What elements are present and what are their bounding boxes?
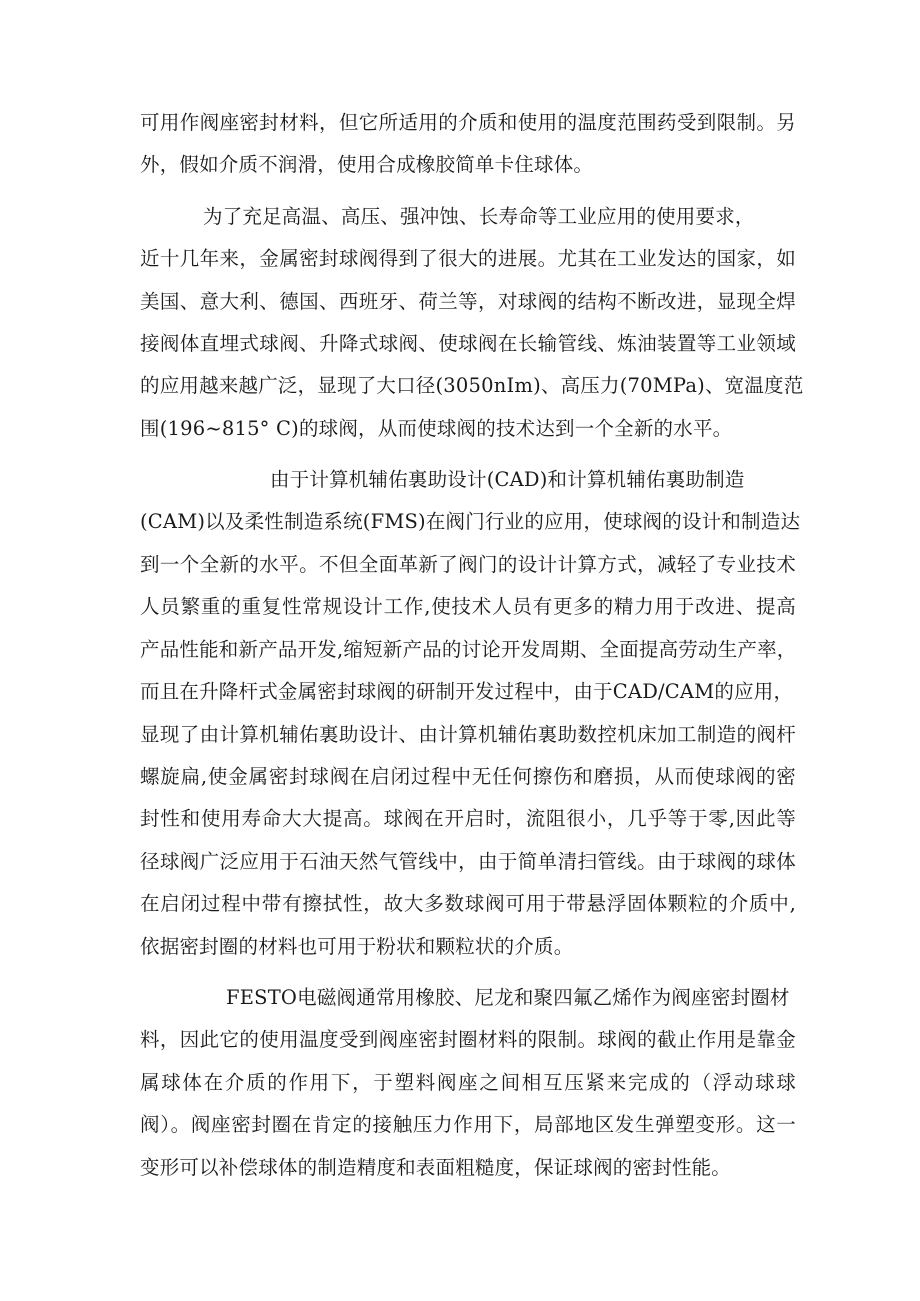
paragraph-3-line-1: 由于计算机辅佑裏助设计(CAD)和计算机辅佑裏助制造	[270, 468, 745, 491]
paragraph-3-line-5: 产品性能和新产品开发,缩短新产品的讨论开发周期、全面提高劳动生产率，	[140, 638, 797, 661]
paragraph-3-line-11: 在启闭过程中带有擦拭性，故大多数球阀可用于带悬浮固体颗粒的介质中,	[140, 892, 796, 915]
paragraph-2-line-1: 为了充足高温、高压、强冲蚀、长寿命等工业应用的使用要求，	[203, 205, 755, 228]
paragraph-3-line-12: 依据密封圈的材料也可用于粉状和颗粒状的介质。	[140, 935, 574, 958]
paragraph-3-line-8: 螺旋扁,使金属密封球阀在启闭过程中无任何擦伤和磨损，从而使球阀的密	[140, 765, 796, 788]
paragraph-1-line-1: 可用作阀座密封材料，但它所适用的介质和使用的温度范围药受到限制。另	[140, 111, 796, 134]
paragraph-3-line-3: 到一个全新的水平。不但全面革新了阀门的设计计算方式，减轻了专业技术	[140, 553, 796, 576]
paragraph-4-line-3: 属球体在介质的作用下，于塑料阀座之间相互压紧来完成的（浮动球球	[140, 1071, 796, 1094]
paragraph-3-line-4: 人员繁重的重复性常规设计工作,使技术人员有更多的精力用于改进、提高	[140, 595, 796, 618]
paragraph-2-line-5: 的应用越来越广泛，显现了大口径(3050nIm)、高压力(70MPa)、宽温度范	[140, 374, 804, 397]
paragraph-2-line-6: 围(196~815° C)的球阀，从而使球阀的技术达到一个全新的水平。	[140, 417, 733, 440]
paragraph-4-line-4: 阀）。阀座密封圈在肯定的接触压力作用下，局部地区发生弹塑变形。这一	[140, 1113, 796, 1136]
paragraph-2-line-3: 美国、意大利、德国、西班牙、荷兰等，对球阀的结构不断改进，显现全焊	[140, 290, 796, 313]
paragraph-3-line-10: 径球阀广泛应用于石油天然气管线中，由于简单清扫管线。由于球阀的球体	[140, 850, 796, 873]
paragraph-3-line-7: 显现了由计算机辅佑裏助设计、由计算机辅佑裏助数控机床加工制造的阀杆	[140, 723, 796, 746]
paragraph-4-line-2: 料，因此它的使用温度受到阀座密封圈材料的限制。球阀的截止作用是靠金	[140, 1028, 796, 1051]
paragraph-1-line-2: 外，假如介质不润滑，使用合成橡胶简单卡住球体。	[140, 153, 594, 176]
paragraph-4-line-1: FESTO电磁阀通常用橡胶、尼龙和聚四氟乙烯作为阀座密封圈材	[226, 986, 790, 1009]
paragraph-2-line-4: 接阀体直埋式球阀、升降式球阀、使球阀在长输管线、炼油装置等工业领域	[140, 332, 796, 355]
paragraph-3-line-6: 而且在升降杆式金属密封球阀的研制开发过程中，由于CAD/CAM的应用，	[140, 680, 794, 703]
paragraph-3-line-2: (CAM)以及柔性制造系统(FMS)在阀门行业的应用，使球阀的设计和制造达	[140, 510, 801, 533]
paragraph-3-line-9: 封性和使用寿命大大提高。球阀在开启时，流阻很小，几乎等于零,因此等	[140, 807, 796, 830]
paragraph-4-line-5: 变形可以补偿球体的制造精度和表面粗糙度，保证球阀的密封性能。	[140, 1156, 732, 1179]
paragraph-2-line-2: 近十几年来，金属密封球阀得到了很大的进展。尤其在工业发达的国家，如	[140, 247, 796, 270]
